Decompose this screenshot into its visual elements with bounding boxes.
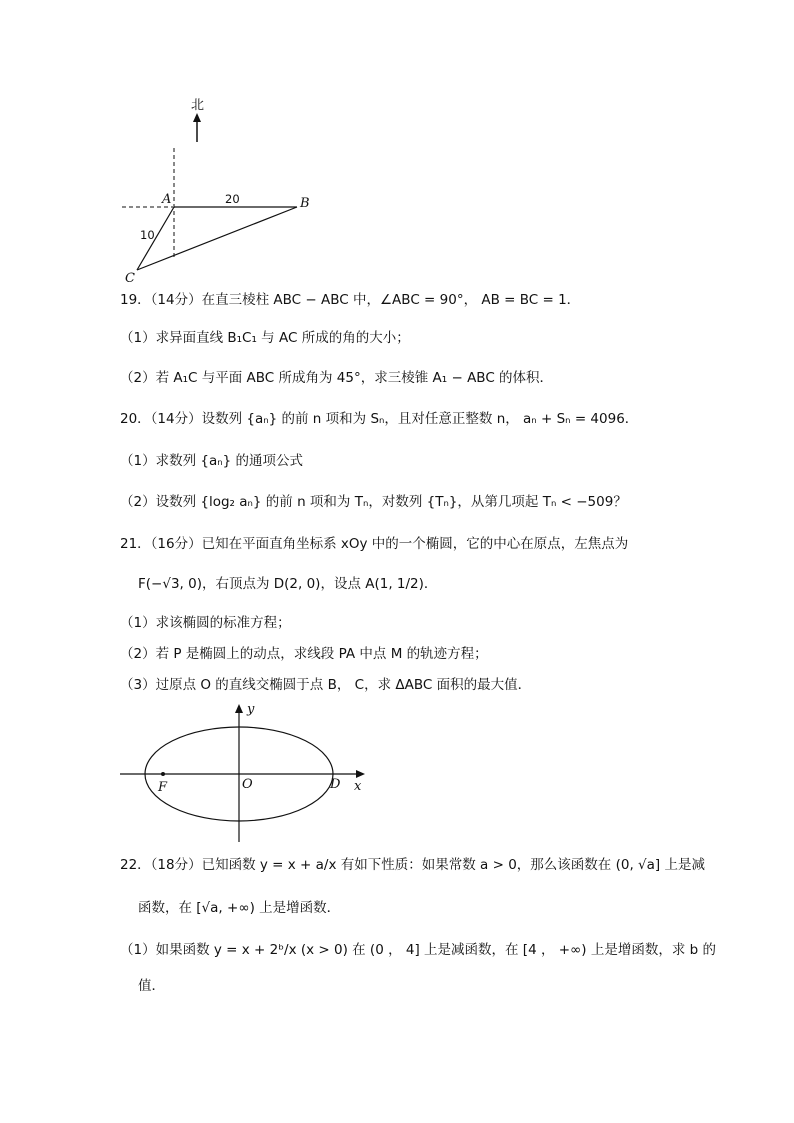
y-axis-arrow-icon [235,704,243,713]
q19-part2: （2）若 A₁C 与平面 ABC 所成角为 45°，求三棱锥 A₁ − ABC 的体积． [120,370,554,386]
q21-part1: （1）求该椭圆的标准方程； [120,615,291,631]
q20-part2: （2）设数列 {log₂ aₙ} 的前 n 项和为 Tₙ，对数列 {Tₙ}，从第几项起 Tₙ < −509？ [120,494,627,510]
length-ab-label: 20 [225,192,240,206]
q20-part1: （1）求数列 {aₙ} 的通项公式 [120,453,304,469]
origin-label: O [242,777,253,792]
x-axis-label: x [354,779,362,794]
length-ac-label: 10 [140,228,155,242]
focus-label: F [158,780,168,795]
q19-part1: （1）求异面直线 B₁C₁ 与 AC 所成的角的大小； [120,330,410,346]
q22-stem-cont: 函数，在 [√a, +∞) 上是增函数． [138,900,341,916]
q21-part2: （2）若 P 是椭圆上的动点，求线段 PA 中点 M 的轨迹方程； [120,646,488,662]
q21-part3: （3）过原点 O 的直线交椭圆于点 B， C，求 ΔABC 面积的最大值． [120,677,532,693]
focus-point [161,772,165,776]
point-c-label: C [125,271,135,286]
point-b-label: B [300,196,310,211]
north-label: 北 [191,98,205,113]
q21-stem-cont: F(−√3, 0)，右顶点为 D(2, 0)，设点 A(1, 1/2)． [138,576,438,592]
q21-stem: 21．（16分）已知在平面直角坐标系 xOy 中的一个椭圆，它的中心在原点，左焦点为 [120,536,629,552]
ellipse-figure [118,700,373,845]
q22-stem: 22．（18分）已知函数 y = x + a/x 有如下性质：如果常数 a > 0，那么该函数在 (0, √a] 上是减 [120,857,705,873]
q22-part1-cont: 值． [138,978,165,994]
vertex-label: D [330,777,341,792]
y-axis-label: y [247,702,255,717]
navigation-figure [110,92,330,287]
segment-cb [137,207,297,270]
q22-part1: （1）如果函数 y = x + 2ᵇ/x (x > 0) 在 (0 ， 4] 上是减函数，在 [4 ， +∞) 上是增函数，求 b 的 [120,942,717,958]
x-axis-arrow-icon [356,770,365,778]
q19-stem: 19．（14分）在直三棱柱 ABC − ABC 中，∠ABC = 90°， AB = BC = 1． [120,292,581,308]
point-a-label: A [162,192,172,207]
q20-stem: 20．（14分）设数列 {aₙ} 的前 n 项和为 Sₙ，且对任意正整数 n， aₙ + Sₙ = 4096． [120,411,639,427]
north-arrowhead-icon [193,113,201,122]
